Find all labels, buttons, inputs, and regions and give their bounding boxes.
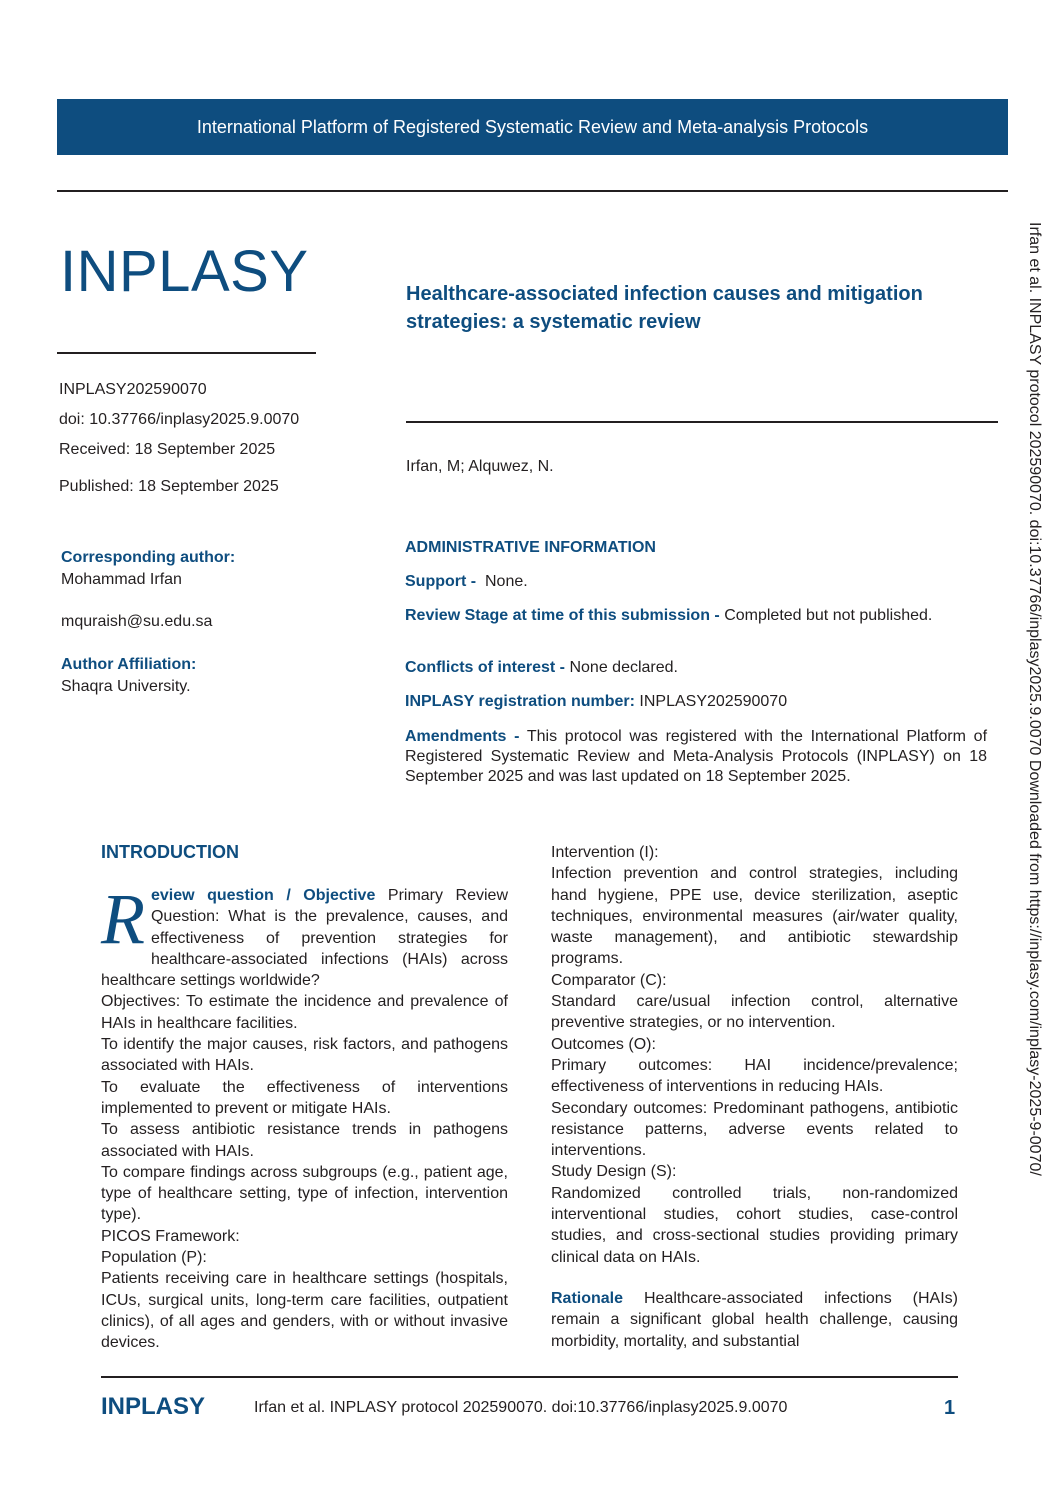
rationale-text: Healthcare-associated infections (HAIs) remain a significant global health challenge, causing morbidity, mortality, and substantial xyxy=(551,1289,958,1350)
protocol-id: INPLASY202590070 xyxy=(59,381,207,398)
admin-heading: ADMINISTRATIVE INFORMATION xyxy=(405,539,656,556)
body-paragraph: To assess antibiotic resistance trends in pathogens associated with HAIs. xyxy=(101,1121,508,1160)
body-paragraph: Standard care/usual infection control, alternative preventive strategies, or no intervention. xyxy=(551,993,958,1032)
page-title: Healthcare-associated infection causes and mitigation strategies: a systematic review xyxy=(406,283,923,333)
body-paragraph: Outcomes (O): xyxy=(551,1035,656,1053)
footer-rule xyxy=(101,1376,958,1378)
admin-support xyxy=(405,572,987,592)
rationale-label: Rationale xyxy=(551,1289,624,1307)
side-citation: Irfan et al. INPLASY protocol 202590070. doi:10.37766/inplasy2025.9.0070 Downloaded from https://inplasy.com/inplasy-2025-9-0070/ xyxy=(1026,222,1043,1176)
author-affiliation-label: Author Affiliation: xyxy=(61,656,197,673)
body-paragraph: Secondary outcomes: Predominant pathogens, antibiotic resistance patterns, adverse events related to interventions. xyxy=(551,1099,958,1160)
regnum-label: INPLASY registration number: xyxy=(405,693,635,710)
body-paragraph: Patients receiving care in healthcare settings (hospitals, ICUs, surgical units, long-term care facilities, outpatient clinics), of all ages and genders, with or without invasive devices. xyxy=(101,1270,508,1352)
header-banner xyxy=(57,99,1008,155)
admin-conflicts xyxy=(405,658,987,678)
footer-logo: INPLASY xyxy=(101,1393,206,1420)
support-value: None. xyxy=(484,573,528,590)
title-rule xyxy=(406,421,998,423)
conflicts-value: None declared. xyxy=(569,659,678,676)
stage-value: Completed but not published. xyxy=(724,607,933,624)
corresponding-author-label: Corresponding author: xyxy=(61,549,236,566)
regnum-value: INPLASY202590070 xyxy=(639,693,788,710)
body-paragraph: To evaluate the effectiveness of interventions implemented to prevent or mitigate HAIs. xyxy=(101,1078,508,1117)
review-question-label: eview question / Objective xyxy=(150,887,376,904)
body-paragraph: Study Design (S): xyxy=(551,1163,677,1181)
body-paragraph: Objectives: To estimate the incidence and prevalence of HAIs in healthcare facilities. xyxy=(101,993,508,1032)
conflicts-label: Conflicts of interest - xyxy=(405,659,566,676)
inplasy-logo: INPLASY xyxy=(60,239,309,304)
body-paragraph: To identify the major causes, risk factors, and pathogens associated with HAIs. xyxy=(101,1036,508,1075)
body-paragraph: Infection prevention and control strategies, including hand hygiene, PPE use, device sterilization, aseptic techniques, environmental measures (air/water quality, waste management), and antibiotic stewardship programs. xyxy=(551,865,958,968)
rationale-paragraph xyxy=(551,1288,958,1352)
review-question-text: Primary Review Question: What is the prevalence, causes, and effectiveness of prevention strategies for healthcare-associated infections (HAIs) across healthcare settings worldwide? xyxy=(101,887,509,990)
body-paragraph: Intervention (I): xyxy=(551,844,659,861)
body-paragraph: Primary outcomes: HAI incidence/prevalence; effectiveness of interventions in reducing HAIs. xyxy=(551,1056,958,1096)
support-label: Support - xyxy=(405,573,477,590)
author-affiliation: Shaqra University. xyxy=(61,678,191,695)
body-paragraph: PICOS Framework: xyxy=(101,1227,240,1245)
received-date: Received: 18 September 2025 xyxy=(59,441,276,458)
admin-regnum xyxy=(405,692,987,712)
authors: Irfan, M; Alquwez, N. xyxy=(406,458,554,475)
dropcap-letter: R xyxy=(101,879,145,959)
right-column xyxy=(551,842,958,1352)
banner-text: International Platform of Registered Systematic Review and Meta-analysis Protocols xyxy=(196,116,869,137)
stage-label: Review Stage at time of this submission - xyxy=(405,607,720,624)
top-rule xyxy=(57,190,1008,192)
page-number: 1 xyxy=(944,1397,956,1419)
doi: doi: 10.37766/inplasy2025.9.0070 xyxy=(59,411,300,428)
amendments-value: This protocol was registered with the International Platform of Registered Systematic Review and Meta-Analysis Protocols (INPLASY) on 18 September 2025 and was last updated on 18 September 2025. xyxy=(405,728,988,785)
amendments-label: Amendments - xyxy=(405,728,520,745)
published-date: Published: 18 September 2025 xyxy=(59,478,279,495)
logo-rule xyxy=(57,352,316,354)
body-paragraph: Population (P): xyxy=(101,1249,207,1267)
admin-stage xyxy=(405,606,987,626)
body-paragraph: To compare findings across subgroups (e.g., patient age, type of healthcare setting, type of infection, intervention type). xyxy=(101,1163,508,1224)
admin-amendments xyxy=(405,727,987,787)
corresponding-author-email[interactable]: mquraish@su.edu.sa xyxy=(61,613,213,630)
introduction-heading: INTRODUCTION xyxy=(101,842,239,862)
body-paragraph: Comparator (C): xyxy=(551,971,667,989)
body-paragraph: Randomized controlled trials, non-randomized interventional studies, cohort studies, case-control studies, and cross-sectional studies providing primary clinical data on HAIs. xyxy=(551,1184,958,1266)
corresponding-author-name: Mohammad Irfan xyxy=(61,571,182,588)
review-question xyxy=(101,879,509,991)
left-column xyxy=(101,879,509,1354)
footer-citation: Irfan et al. INPLASY protocol 202590070. doi:10.37766/inplasy2025.9.0070 xyxy=(254,1399,788,1416)
